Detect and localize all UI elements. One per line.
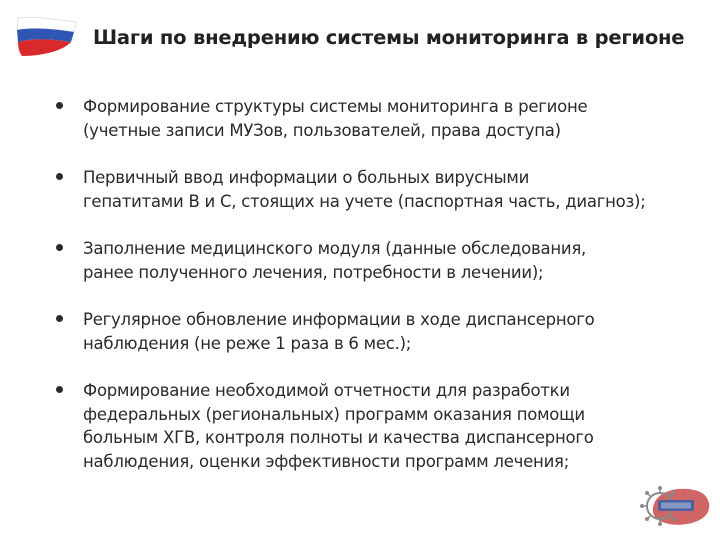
bullet-item	[56, 237, 656, 284]
bullet-text: Регулярное обновление информации в ходе диспансерного наблюдения (не реже 1 раза в 6 мес.);	[83, 310, 595, 353]
bullet-marker	[56, 386, 63, 393]
virus-map-logo-icon	[636, 474, 716, 534]
bullet-item	[56, 308, 656, 355]
bullet-text: Формирование необходимой отчетности для разработки федеральных (региональных) программ оказания помощи больным ХГВ, контроля полноты и качества диспансерного наблюдения, оценки эффективности программ лечения;	[83, 381, 594, 471]
bullet-text: Заполнение медицинского модуля (данные обследования, ранее полученного лечения, потребности в лечении);	[83, 239, 587, 282]
bullet-item	[56, 379, 656, 473]
bullet-item	[56, 95, 656, 142]
bullet-marker	[56, 102, 63, 109]
slide-title: Шаги по внедрению системы мониторинга в регионе	[93, 26, 685, 49]
bullet-marker	[56, 244, 63, 251]
bullet-marker	[56, 173, 63, 180]
bullet-text: Первичный ввод информации о больных вирусными гепатитами В и С, стоящих на учете (паспортная часть, диагноз);	[83, 168, 646, 211]
bullet-marker	[56, 315, 63, 322]
bullet-item	[56, 166, 656, 213]
bullet-text: Формирование структуры системы мониторинга в регионе (учетные записи МУЗов, пользователей, права доступа)	[83, 97, 588, 140]
